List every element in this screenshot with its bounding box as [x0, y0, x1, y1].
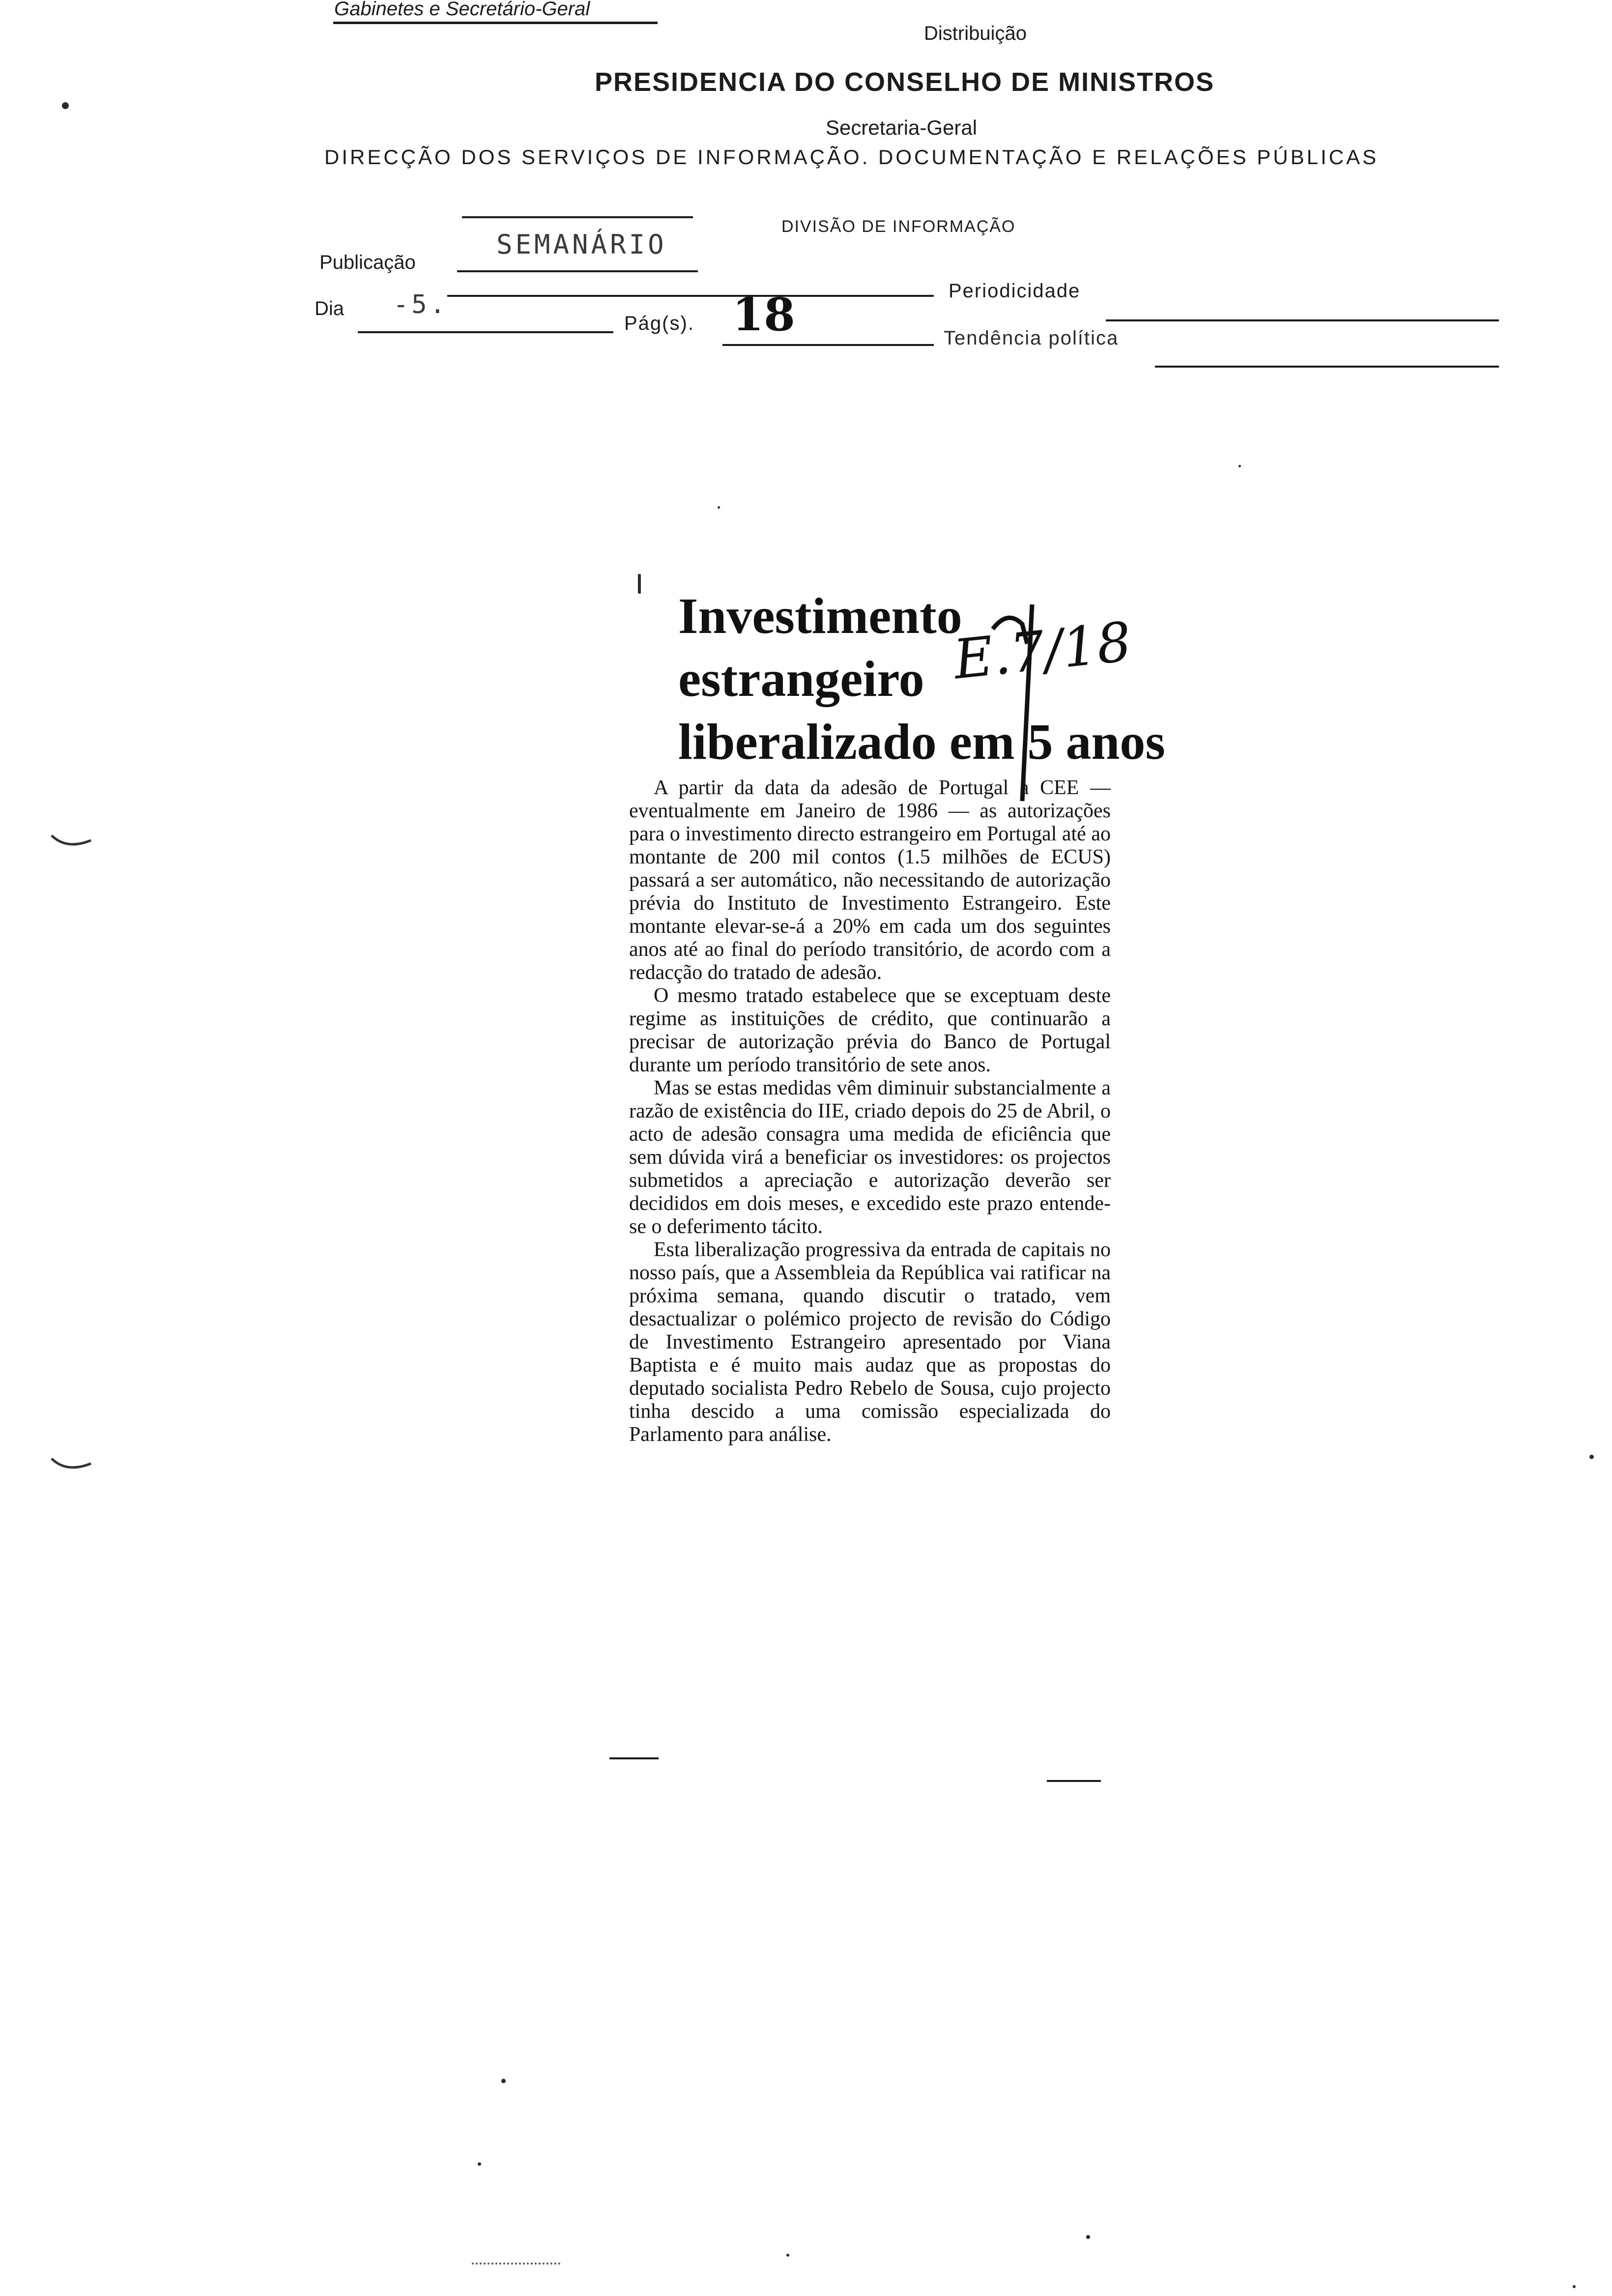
article-end-rule-left	[609, 1757, 659, 1759]
handwritten-code: E.7/18	[950, 610, 1134, 691]
scan-mark	[49, 1455, 93, 1474]
article-body	[629, 776, 1111, 1446]
office-label: Gabinetes e Secretário-Geral	[334, 0, 590, 20]
scan-speck	[478, 2162, 481, 2166]
headline-line: estrangeiro	[678, 651, 924, 707]
periodicity-line	[1106, 319, 1499, 321]
day-value: -5.	[393, 290, 448, 319]
article-paragraph: O mesmo tratado estabelece que se exceptuam deste regime as instituições de crédito, que continuarão a precisar de autorização prévia do Banco de Portugal durante um período transitório de sete anos.	[629, 984, 1111, 1076]
article-paragraph: Esta liberalização progressiva da entrada de capitais no nosso país, que a Assembleia da República vai ratificar na próxima semana, quando discutir o tratado, vem desactualizar o polémico projecto de revisão do Código de Investimento Estrangeiro apresentado por Viana Baptista e é muito mais audaz que as propostas do deputado socialista Pedro Rebelo de Sousa, cujo projecto tinha descido a uma comissão especializada do Parlamento para análise.	[629, 1238, 1111, 1446]
article-paragraph: Mas se estas medidas vêm diminuir substancialmente a razão de existência do IIE, criado depois do 25 de Abril, o acto de adesão consagra uma medida de eficiência que sem dúvida virá a beneficiar os investidores: os projectos submetidos a apreciação e autorização deverão ser decididos em dois meses, e excedido este prazo entende-se o deferimento tácito.	[629, 1077, 1111, 1238]
distribution-label: Distribuição	[924, 23, 1027, 44]
scan-speck	[1573, 2285, 1576, 2288]
political-tendency-label: Tendência política	[944, 327, 1119, 349]
day-label: Dia	[315, 298, 345, 319]
pages-value: 18	[732, 288, 796, 341]
scan-speck	[501, 2079, 506, 2083]
office-underline	[333, 22, 658, 24]
division-overline	[462, 216, 693, 218]
publication-value: SEMANÁRIO	[496, 229, 667, 260]
directorate-line: DIRECÇÃO DOS SERVIÇOS DE INFORMAÇÃO. DOCUMENTAÇÃO E RELAÇÕES PÚBLICAS	[324, 145, 1379, 169]
scan-speck	[1086, 2235, 1090, 2239]
publication-label: Publicação	[319, 252, 416, 273]
scan-speck	[786, 2254, 789, 2257]
political-tendency-line	[1155, 366, 1499, 368]
scan-speck	[62, 102, 69, 109]
division-label: DIVISÃO DE INFORMAÇÃO	[781, 217, 1016, 236]
institution-title: PRESIDENCIA DO CONSELHO DE MINISTROS	[595, 67, 1215, 97]
publication-line	[457, 270, 698, 272]
scan-dotted-trace	[472, 2263, 560, 2265]
pages-label: Pág(s).	[624, 313, 694, 334]
secretariat-label: Secretaria-Geral	[826, 116, 978, 139]
article-end-rule-right	[1047, 1780, 1101, 1782]
headline-line: Investimento	[678, 588, 962, 644]
handwriting-marks	[983, 600, 1111, 806]
scan-speck	[638, 574, 641, 594]
periodicity-label: Periodicidade	[949, 280, 1081, 302]
headline-line: liberalizado em 5 anos	[678, 714, 1165, 770]
scan-speck	[1238, 465, 1241, 467]
scan-speck	[718, 506, 720, 509]
scan-mark	[49, 831, 93, 850]
scan-speck	[1589, 1455, 1594, 1459]
day-line	[358, 331, 613, 333]
article-paragraph: A partir da data da adesão de Portugal à CEE — eventualmente em Janeiro de 1986 — as autorizações para o investimento directo estrangeiro em Portugal até ao montante de 200 mil contos (1.5 milhões de ECUS) passará a ser automático, não necessitando de autorização prévia do Instituto de Investimento Estrangeiro. Este montante elevar-se-á a 20% em cada um dos seguintes anos até ao final do período transitório, de acordo com a redacção do tratado de adesão.	[629, 776, 1111, 984]
publication-long-line	[447, 295, 934, 297]
pages-line	[722, 344, 934, 346]
